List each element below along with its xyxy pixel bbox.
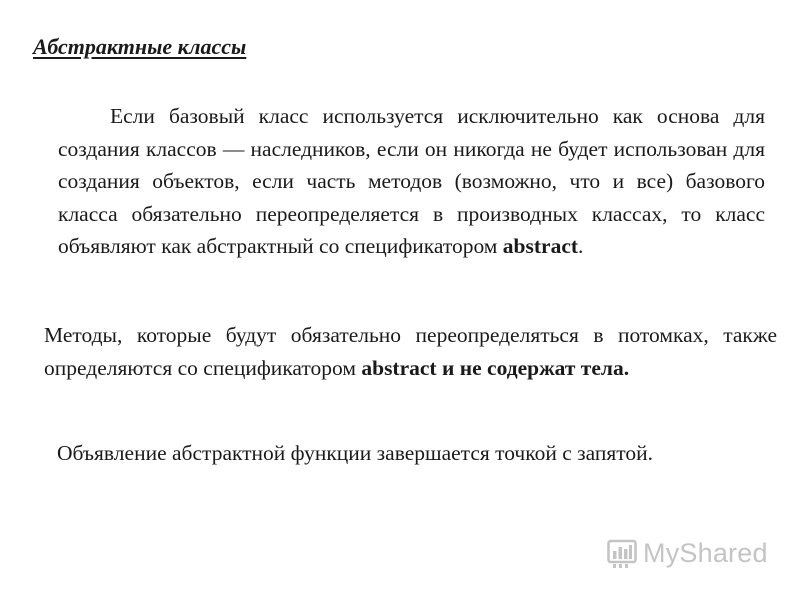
abstract-keyword: abstract [502,234,579,258]
paragraph-abstract-methods [44,319,777,384]
paragraph2-bold-tail: abstract и не содержат тела. [361,355,630,380]
paragraph1-end: . [578,234,584,258]
paragraph-abstract-function-declaration [57,437,763,470]
myshared-logo-icon [607,539,637,569]
paragraph3-text: Объявление абстрактной функции завершается точкой с запятой. [57,441,654,465]
watermark-text: MyShared [643,538,768,568]
slide-title: Абстрактные классы [33,34,247,59]
paragraph-abstract-class-definition [58,100,765,263]
paragraph2-text: Методы, которые будут обязательно переопределяться в потомках, также определяются со спецификатором [44,323,777,380]
watermark [607,538,768,569]
paragraph1-text: Если базовый класс используется исключительно как основа для создания классов — наследников, если он никогда не будет использован для создания объектов, если часть методов (возможно, что и все) базового класса обязательно переопределяется в производных классах, то класс объявляют как абстрактный со спецификатором [58,104,765,258]
